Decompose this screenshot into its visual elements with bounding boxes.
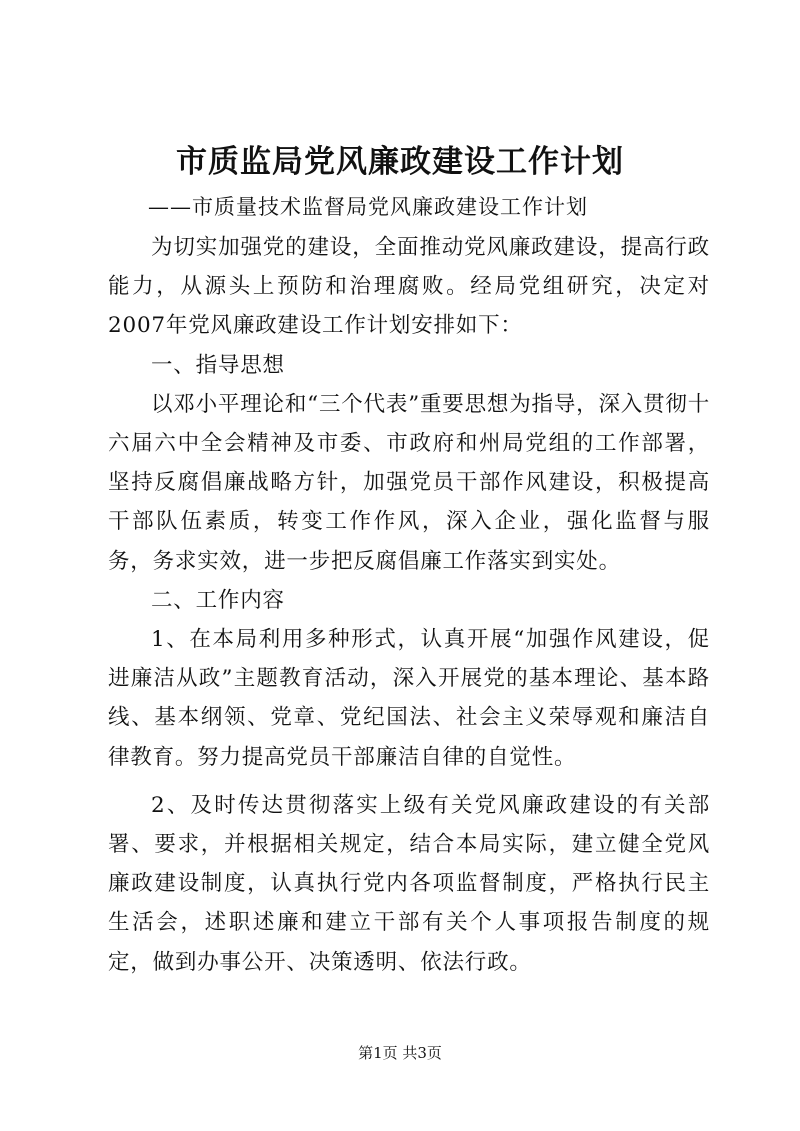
guiding-ideology-paragraph: 以邓小平理论和“三个代表”重要思想为指导，深入贯彻十六届六中全会精神及市委、市政府和州局党组的工作部署，坚持反腐倡廉战略方针，加强党员干部作风建设，积极提高干部队伍素质，转变工作作风，深入企业，强化监督与服务，务求实效，进一步把反腐倡廉工作落实到实处。 xyxy=(108,391,710,574)
document-subtitle: ——市质量技术监督局党风廉政建设工作计划 xyxy=(148,195,588,219)
section-heading-work-content: 二、工作内容 xyxy=(151,587,285,613)
intro-paragraph: 为切实加强党的建设，全面推动党风廉政建设，提高行政能力，从源头上预防和治理腐败。经局党组研究，决定对2007年党风廉政建设工作计划安排如下： xyxy=(108,235,710,339)
section-heading-guiding-ideology: 一、指导思想 xyxy=(151,352,285,378)
work-item-1-paragraph: 1、在本局利用多种形式，认真开展“加强作风建设，促进廉洁从政”主题教育活动，深入开展党的基本理论、基本路线、基本纲领、党章、党纪国法、社会主义荣辱观和廉洁自律教育。努力提高党员干部廉洁自律的自觉性。 xyxy=(108,627,710,770)
work-item-2-paragraph: 2、及时传达贯彻落实上级有关党风廉政建设的有关部署、要求，并根据相关规定，结合本局实际，建立健全党风廉政建设制度，认真执行党内各项监督制度，严格执行民主生活会，述职述廉和建立干部有关个人事项报告制度的规定，做到办事公开、决策透明、依法行政。 xyxy=(108,792,710,975)
page-number-footer: 第1页 共3页 xyxy=(358,1044,442,1062)
document-title: 市质监局党风廉政建设工作计划 xyxy=(176,144,624,180)
document-body xyxy=(108,228,710,982)
